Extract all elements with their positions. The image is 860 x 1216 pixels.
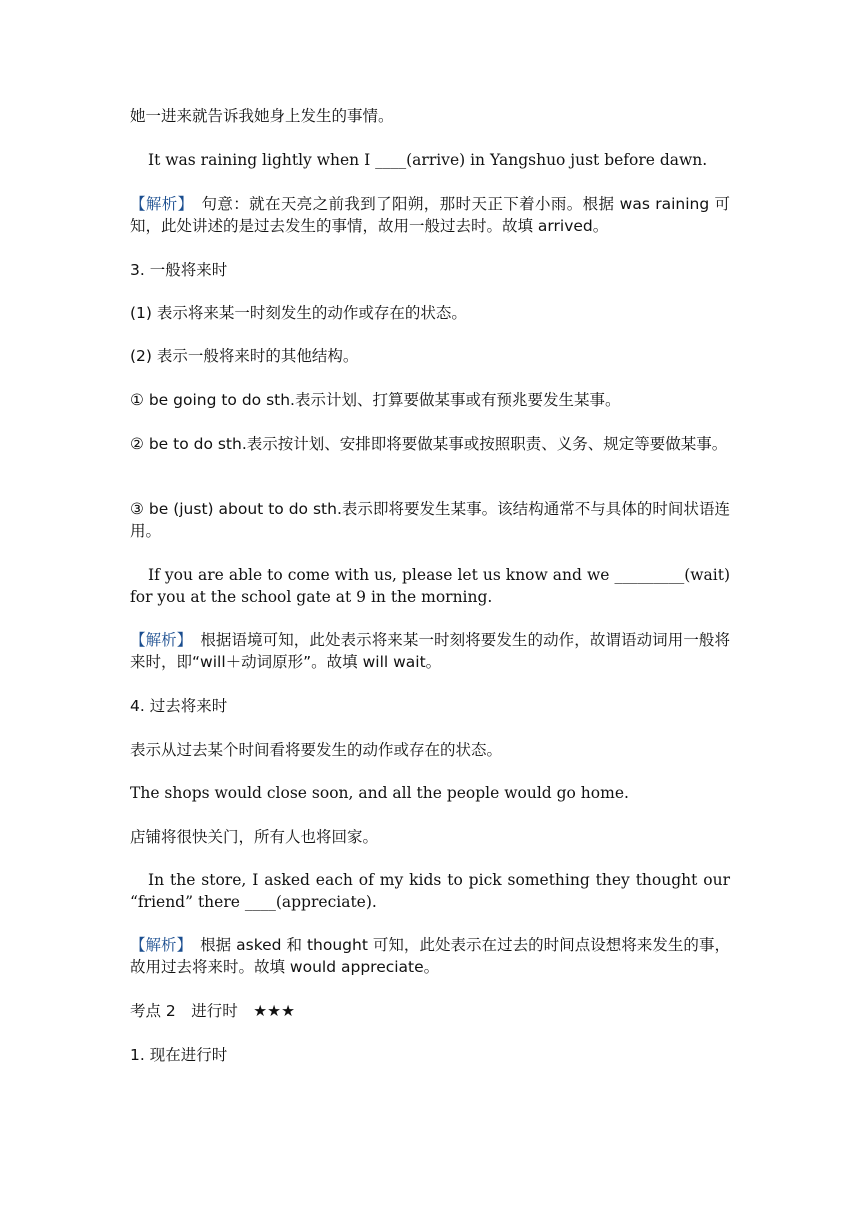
analysis-paragraph [130, 193, 730, 237]
analysis-tag: 【解析】 [130, 195, 194, 213]
section-heading: 1. 现在进行时 [130, 1046, 228, 1064]
structure-item: ② be to do sth.表示按计划、安排即将要做某事或按照职责、义务、规定等要做某事。 [130, 435, 728, 453]
section-heading: 3. 一般将来时 [130, 261, 228, 279]
section-heading: 4. 过去将来时 [130, 697, 228, 715]
analysis-text: 根据语境可知，此处表示将来某一时刻将要发生的动作，故谓语动词用一般将来时，即“will＋动词原形”。故填 will wait。 [130, 631, 730, 671]
analysis-paragraph [130, 934, 730, 978]
example-translation: 店铺将很快关门，所有人也将回家。 [130, 828, 379, 846]
example-translation: 她一进来就告诉我她身上发生的事情。 [130, 107, 394, 125]
analysis-tag: 【解析】 [130, 631, 193, 649]
analysis-text: 句意：就在天亮之前我到了阳朔，那时天正下着小雨。根据 was raining 可知，此处讲述的是过去发生的事情，故用一般过去时。故填 arrived。 [130, 195, 730, 235]
exercise-sentence: In the store, I asked each of my kids to pick something they thought our “friend” there ____(appreciate). [130, 871, 730, 911]
rule-item: (1) 表示将来某一时刻发生的动作或存在的状态。 [130, 304, 467, 322]
exercise-sentence: It was raining lightly when I ____(arrive) in Yangshuo just before dawn. [148, 151, 708, 169]
analysis-text: 根据 asked 和 thought 可知，此处表示在过去的时间点设想将来发生的事，故用过去将来时。故填 would appreciate。 [130, 936, 730, 976]
exercise-sentence: If you are able to come with us, please let us know and we _________(wait) for you at the school gate at 9 in the morning. [130, 566, 730, 606]
topic-heading: 考点 2 进行时 ★★★ [130, 1002, 295, 1020]
structure-item: ③ be (just) about to do sth.表示即将要发生某事。该结构通常不与具体的时间状语连用。 [130, 500, 730, 540]
rule-item: 表示从过去某个时间看将要发生的动作或存在的状态。 [130, 741, 503, 759]
analysis-tag: 【解析】 [130, 936, 193, 954]
analysis-paragraph [130, 629, 730, 673]
structure-item: ① be going to do sth.表示计划、打算要做某事或有预兆要发生某事。 [130, 391, 621, 409]
rule-item: (2) 表示一般将来时的其他结构。 [130, 347, 359, 365]
example-sentence: The shops would close soon, and all the people would go home. [130, 784, 629, 802]
